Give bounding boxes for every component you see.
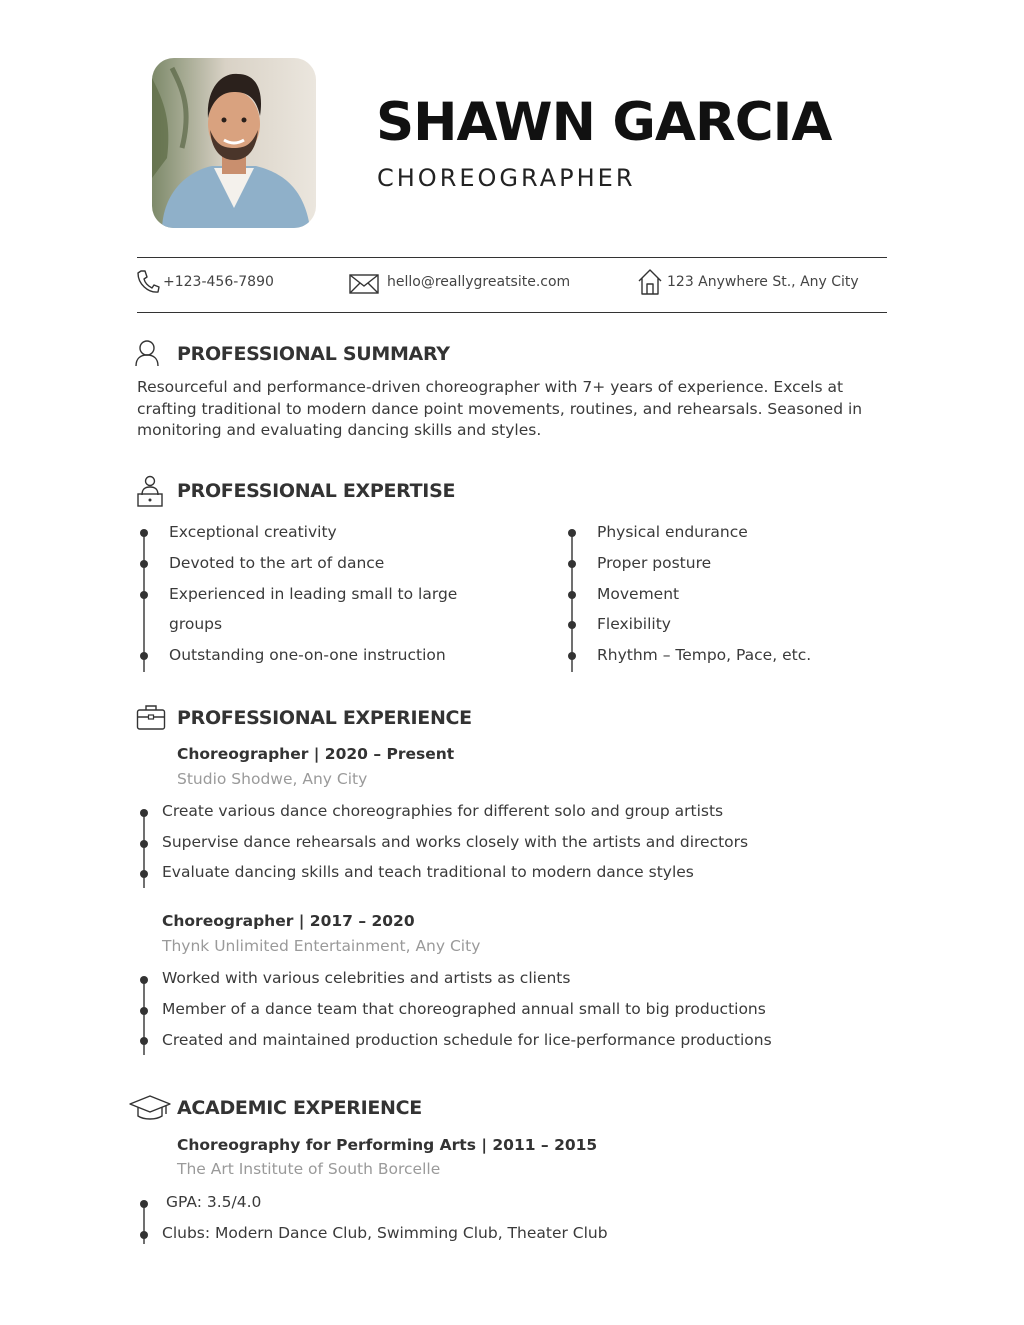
expertise-left-item: Experienced in leading small to large [169, 585, 458, 603]
job2-timeline [138, 972, 150, 1057]
job-bullet: Member of a dance team that choreographed annual small to big productions [162, 1000, 766, 1018]
expertise-right-item: Rhythm – Tempo, Pace, etc. [597, 646, 812, 664]
academic-timeline [138, 1196, 150, 1246]
job-title: Choreographer | 2020 – Present [177, 745, 455, 763]
academic-heading: ACADEMIC EXPERIENCE [177, 1097, 422, 1119]
divider-bottom [137, 312, 887, 313]
phone-icon [136, 269, 160, 295]
contact-email[interactable]: hello@reallygreatsite.com [387, 274, 571, 290]
job1-timeline [138, 805, 150, 890]
summary-heading: PROFESSIONAL SUMMARY [177, 343, 450, 365]
candidate-role: CHOREOGRAPHER [377, 164, 636, 192]
academic-bullet: Clubs: Modern Dance Club, Swimming Club, Theater Club [162, 1224, 608, 1242]
job-title: Choreographer | 2017 – 2020 [162, 912, 415, 930]
degree-title: Choreography for Performing Arts | 2011 – 2015 [177, 1136, 598, 1154]
user-icon [134, 339, 160, 367]
expertise-left-item: groups [169, 615, 223, 633]
expertise-right-item: Physical endurance [597, 523, 748, 541]
candidate-name: SHAWN GARCIA [376, 92, 832, 153]
profile-photo [152, 58, 316, 228]
expertise-left-item: Outstanding one-on-one instruction [169, 646, 446, 664]
mail-icon [349, 274, 379, 294]
job-company: Studio Shodwe, Any City [177, 770, 368, 788]
experience-heading: PROFESSIONAL EXPERIENCE [177, 707, 472, 729]
home-icon [637, 268, 663, 296]
job-bullet: Worked with various celebrities and artists as clients [162, 969, 571, 987]
job-bullet: Created and maintained production schedule for lice-performance productions [162, 1031, 772, 1049]
job-bullet: Create various dance choreographies for different solo and group artists [162, 802, 724, 820]
expertise-right-item: Movement [597, 585, 680, 603]
expertise-heading: PROFESSIONAL EXPERTISE [177, 480, 456, 502]
expertise-right-timeline [566, 525, 578, 675]
divider-top [137, 257, 887, 258]
academic-bullet: GPA: 3.5/4.0 [166, 1193, 262, 1211]
job-bullet: Evaluate dancing skills and teach traditional to modern dance styles [162, 863, 694, 881]
presenter-icon [136, 475, 164, 507]
expertise-left-item: Exceptional creativity [169, 523, 337, 541]
graduation-cap-icon [128, 1094, 172, 1122]
school-name: The Art Institute of South Borcelle [177, 1160, 441, 1178]
contact-phone[interactable]: +123-456-7890 [163, 274, 274, 290]
expertise-left-timeline [138, 525, 150, 675]
expertise-right-item: Flexibility [597, 615, 671, 633]
job-company: Thynk Unlimited Entertainment, Any City [162, 937, 481, 955]
expertise-right-item: Proper posture [597, 554, 712, 572]
expertise-left-item: Devoted to the art of dance [169, 554, 385, 572]
briefcase-icon [136, 703, 166, 731]
contact-address: 123 Anywhere St., Any City [667, 274, 859, 290]
job-bullet: Supervise dance rehearsals and works closely with the artists and directors [162, 833, 749, 851]
summary-text: Resourceful and performance-driven choreographer with 7+ years of experience. Excels at crafting traditional to modern dance point movements, routines, and rehearsals. Seasoned in monitoring and evaluating dancing skills and styles. [137, 378, 863, 439]
